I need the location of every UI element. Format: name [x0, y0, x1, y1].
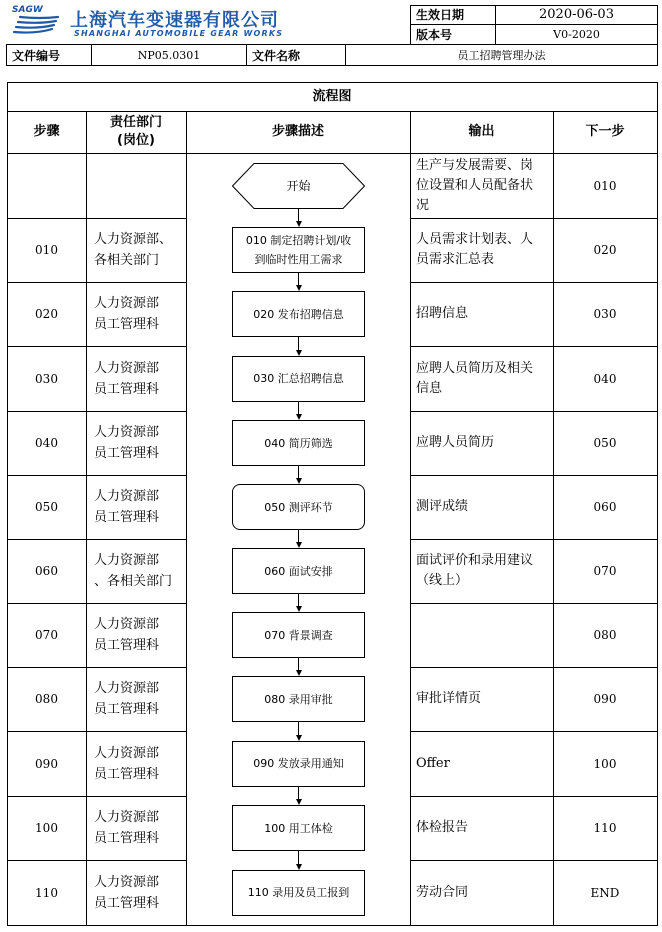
company-name-cn: 上海汽车变速器有限公司 [70, 10, 279, 31]
row-output: Offer [416, 755, 450, 771]
row-next: 040 [593, 371, 617, 386]
version-value: V0-2020 [553, 28, 600, 41]
row-dept: 人力资源部 员工管理科 [94, 681, 160, 717]
company-name-en: SHANGHAI AUTOMOBILE GEAR WORKS [74, 29, 284, 38]
effective-date-value: 2020-06-03 [539, 7, 614, 22]
row-output: 生产与发展需要、岗 位设置和人员配备状 况 [416, 157, 534, 213]
flow-step-box: 090 发放录用通知 [232, 741, 365, 787]
doc-name-value: 员工招聘管理办法 [457, 49, 546, 62]
flow-step-box: 010 制定招聘计划/收 到临时性用工需求 [232, 227, 365, 273]
flow-connector [298, 722, 299, 735]
row-next: 020 [593, 243, 617, 257]
row-next: 090 [593, 692, 617, 706]
row-output [410, 603, 553, 667]
row-output: 人员需求计划表、人 员需求汇总表 [416, 232, 534, 267]
flow-step-box: 070 背景调查 [232, 612, 365, 658]
row-step: 060 [35, 564, 58, 578]
row-next: 080 [593, 628, 617, 642]
doc-number-value: NP05.0301 [137, 48, 201, 62]
flow-step-box: 110 录用及员工报到 [232, 870, 365, 916]
row-step: 080 [35, 692, 58, 706]
flow-step-box: 030 汇总招聘信息 [232, 356, 365, 402]
doc-name-label: 文件名称 [252, 48, 301, 63]
row-step [7, 153, 86, 218]
row-step: 070 [35, 628, 58, 642]
flow-step-box: 020 发布招聘信息 [232, 291, 365, 337]
flow-connector [298, 658, 299, 670]
header-next: 下一步 [585, 124, 625, 139]
header-desc: 步骤描述 [271, 124, 324, 139]
logo-sagw-text: SAGW [12, 5, 43, 15]
row-dept: 人力资源部 员工管理科 [94, 425, 160, 461]
flow-connector [298, 337, 299, 350]
row-dept: 人力资源部 员工管理科 [94, 360, 160, 397]
row-step: 100 [35, 821, 58, 835]
flow-connector [298, 594, 299, 606]
row-output: 劳动合同 [416, 884, 469, 900]
header-step: 步骤 [33, 124, 60, 139]
row-step: 020 [35, 307, 58, 321]
row-next: 070 [593, 564, 617, 578]
row-dept: 人力资源部 员工管理科 [94, 489, 160, 525]
header-dept: 责任部门 (岗位) [109, 115, 162, 148]
header-output: 输出 [468, 124, 495, 139]
table-title: 流程图 [312, 88, 352, 104]
row-output: 应聘人员简历 [416, 435, 495, 450]
row-next: 030 [593, 307, 617, 321]
row-step: 040 [35, 436, 58, 450]
row-dept: 人力资源部、 各相关部门 [94, 232, 173, 268]
effective-date-label: 生效日期 [416, 8, 465, 22]
flow-connector [298, 273, 299, 285]
row-next: 050 [593, 436, 617, 450]
flow-step-box: 100 用工体检 [232, 805, 365, 851]
row-dept: 人力资源部 员工管理科 [94, 296, 160, 332]
row-output: 体检报告 [416, 820, 469, 835]
flow-connector [298, 402, 299, 415]
flow-step-box: 040 简历筛选 [232, 420, 365, 466]
row-dept: 人力资源部 员工管理科 [94, 617, 160, 653]
row-output: 招聘信息 [416, 306, 469, 321]
flow-connector [298, 530, 299, 542]
flow-connector [298, 787, 299, 800]
row-next: 010 [593, 178, 617, 193]
flow-step-box: 080 录用审批 [232, 676, 365, 722]
row-dept: 人力资源部 员工管理科 [94, 810, 160, 846]
row-step: 110 [35, 885, 58, 900]
flow-step-box: 060 面试安排 [232, 548, 365, 594]
row-step: 030 [35, 371, 58, 386]
row-dept: 人力资源部 、各相关部门 [94, 553, 173, 589]
row-next: 110 [593, 821, 617, 835]
row-output: 测评成绩 [416, 499, 469, 514]
row-dept [86, 153, 186, 218]
flow-step-box: 050 测评环节 [232, 484, 365, 530]
row-output: 面试评价和录用建议 （线上） [416, 553, 534, 588]
row-output: 审批详情页 [416, 691, 482, 706]
flow-connector [298, 851, 299, 864]
row-next: END [590, 885, 620, 900]
row-step: 050 [35, 500, 58, 514]
row-next: 100 [593, 756, 617, 771]
flow-connector [298, 209, 299, 222]
row-next: 060 [593, 500, 617, 514]
flow-connector [298, 466, 299, 478]
doc-number-label: 文件编号 [12, 48, 61, 63]
version-label: 版本号 [416, 28, 453, 42]
row-dept: 人力资源部 员工管理科 [94, 874, 160, 911]
row-step: 010 [35, 243, 58, 257]
flow-step-label: 开始 [286, 179, 311, 193]
row-dept: 人力资源部 员工管理科 [94, 745, 160, 782]
row-output: 应聘人员简历及相关 信息 [416, 360, 534, 396]
row-step: 090 [35, 756, 58, 771]
